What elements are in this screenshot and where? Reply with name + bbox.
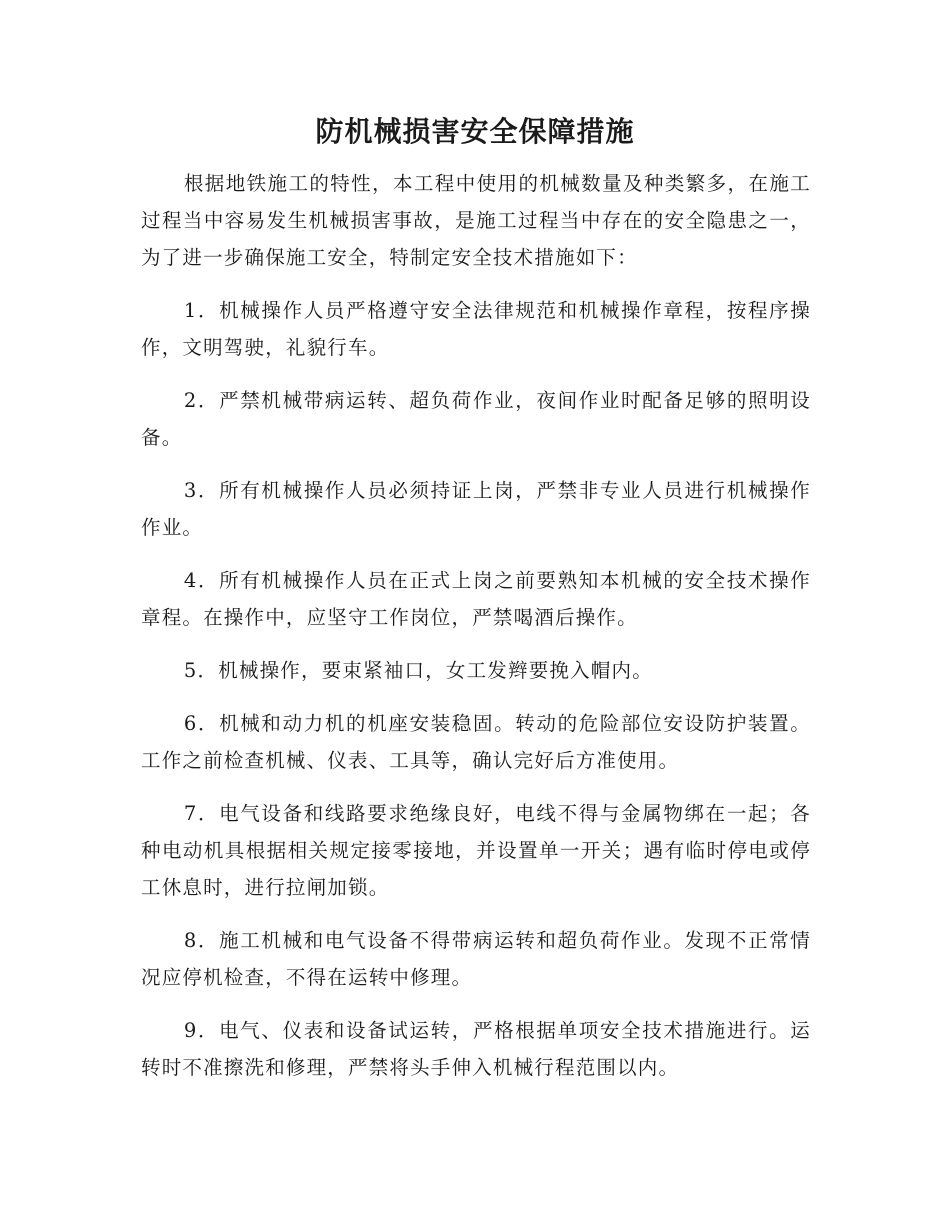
measure-item-2: 2．严禁机械带病运转、超负荷作业，夜间作业时配备足够的照明设备。 [141,389,811,449]
measure-item-5: 5．机械操作，要束紧袖口，女工发辫要挽入帽内。 [183,659,653,682]
measure-item-8: 8．施工机械和电气设备不得带病运转和超负荷作业。发现不正常情况应停机检查，不得在运转中修理。 [141,929,811,989]
measure-item-1: 1．机械操作人员严格遵守安全法律规范和机械操作章程，按程序操作，文明驾驶，礼貌行车。 [141,299,811,359]
measure-item-6: 6．机械和动力机的机座安装稳固。转动的危险部位安设防护装置。工作之前检查机械、仪表、工具等，确认完好后方准使用。 [141,712,811,772]
measure-item-7: 7．电气设备和线路要求绝缘良好，电线不得与金属物绑在一起；各种电动机具根据相关规定接零接地，并设置单一开关；遇有临时停电或停工休息时，进行拉闸加锁。 [141,802,811,899]
measure-item-3: 3．所有机械操作人员必须持证上岗，严禁非专业人员进行机械操作作业。 [141,479,811,539]
measure-item-4: 4．所有机械操作人员在正式上岗之前要熟知本机械的安全技术操作章程。在操作中，应坚守工作岗位，严禁喝酒后操作。 [141,569,811,629]
measure-item-9: 9．电气、仪表和设备试运转，严格根据单项安全技术措施进行。运转时不准擦洗和修理，严禁将头手伸入机械行程范围以内。 [141,1019,811,1079]
intro-paragraph: 根据地铁施工的特性，本工程中使用的机械数量及种类繁多，在施工过程当中容易发生机械损害事故，是施工过程当中存在的安全隐患之一，为了进一步确保施工安全，特制定安全技术措施如下： [141,172,811,269]
document-title: 防机械损害安全保障措施 [315,115,635,148]
document-body [141,165,811,1102]
